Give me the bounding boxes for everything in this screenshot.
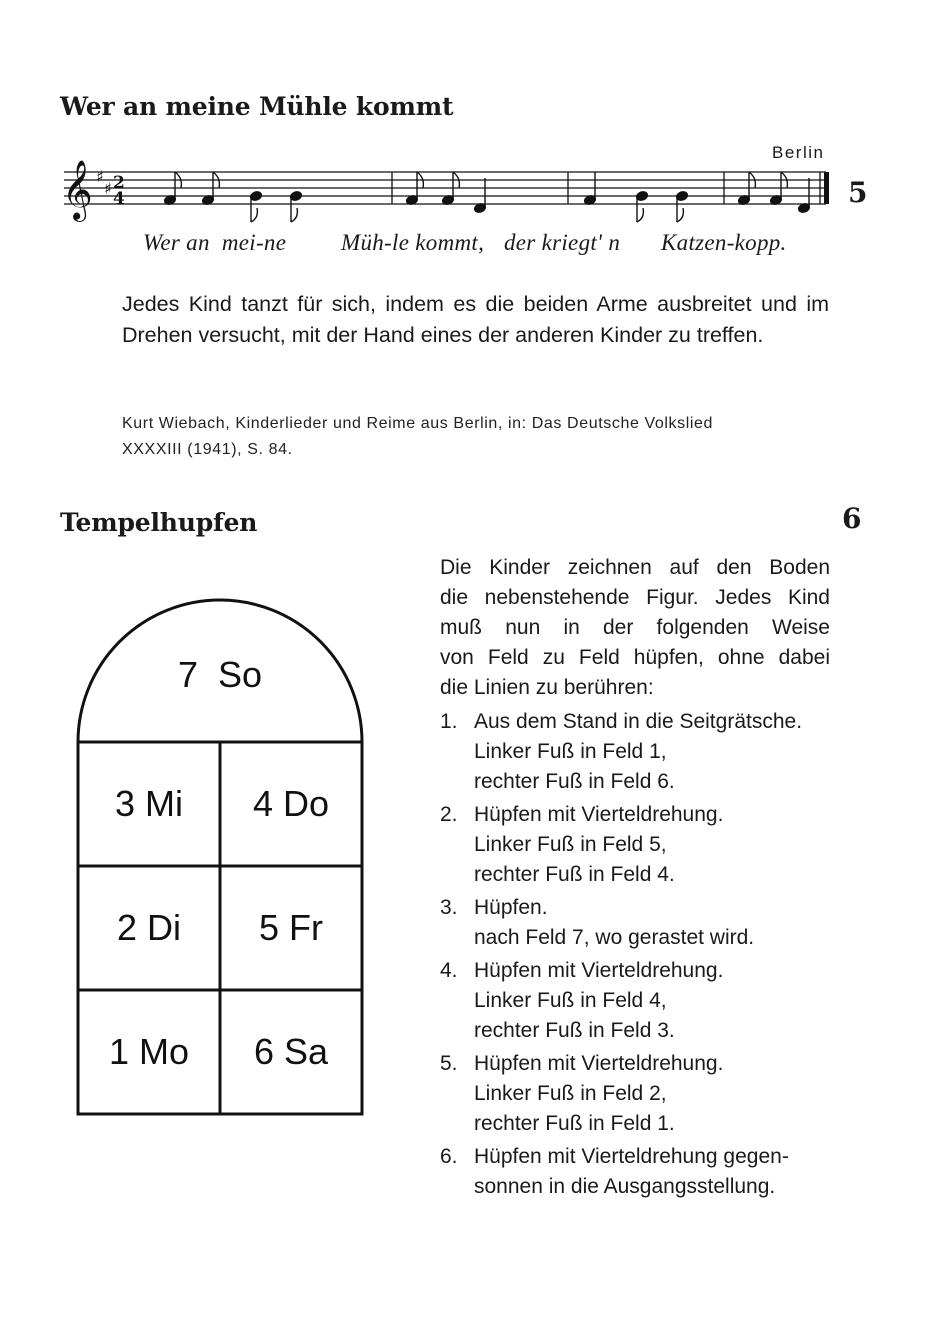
step-line: Linker Fuß in Feld 2, (474, 1082, 667, 1105)
final-barline (824, 172, 829, 204)
song-title: Wer an meine Mühle kommt (60, 92, 454, 121)
song-number: 5 (848, 176, 868, 209)
step-line: Hüpfen. (474, 896, 548, 919)
source-line-1: Kurt Wiebach, Kinderlieder und Reime aus Berlin, in: Das Deutsche Volkslied (122, 415, 714, 432)
step-number: 1. (440, 710, 458, 733)
lyric-2: Müh-le kommt, (341, 230, 485, 255)
step-line: rechter Fuß in Feld 6. (474, 770, 675, 793)
game-instructions (440, 553, 830, 1205)
music-staff (60, 160, 840, 230)
lyric-4: Katzen-kopp. (661, 230, 787, 255)
step-line: Hüpfen mit Vierteldrehung gegen- (474, 1145, 789, 1168)
time-signature-top: 2 (113, 173, 125, 193)
intro-line: Die Kinder zeichnen auf den Boden (440, 556, 830, 579)
step-line: rechter Fuß in Feld 1. (474, 1112, 675, 1135)
field-3: 3 Mi (114, 783, 183, 824)
step-item (440, 1049, 830, 1139)
step-line: rechter Fuß in Feld 4. (474, 863, 675, 886)
step-line: sonnen in die Ausgangsstellung. (474, 1175, 776, 1198)
step-item (440, 707, 830, 797)
step-item (440, 800, 830, 890)
step-item (440, 956, 830, 1046)
field-4: 4 Do (252, 783, 330, 824)
step-line: Linker Fuß in Feld 1, (474, 740, 667, 763)
steps-list (440, 707, 830, 1202)
step-line: Linker Fuß in Feld 5, (474, 833, 667, 856)
step-line: Linker Fuß in Feld 4, (474, 989, 667, 1012)
song-description: Jedes Kind tanzt für sich, indem es die beiden Arme ausbreitet und im Drehen versucht, mit der Hand eines der anderen Kinder zu treffen. (122, 292, 829, 347)
intro-line: muß nun in der folgenden Weise (440, 616, 830, 639)
field-6: 6 Sa (253, 1031, 329, 1072)
song-origin: Berlin (772, 143, 825, 162)
step-line: nach Feld 7, wo gerastet wird. (474, 926, 755, 949)
sharp-icon: ♯ (104, 179, 112, 198)
source-line-2: XXXXIII (1941), S. 84. (122, 441, 293, 458)
lyric-1: Wer an mei-ne (143, 230, 287, 255)
intro-line: von Feld zu Feld hüpfen, ohne dabei (440, 646, 830, 669)
field-7: 7 So (177, 654, 263, 695)
field-1: 1 Mo (108, 1031, 190, 1072)
step-item (440, 1142, 830, 1202)
treble-clef-icon: 𝄞 (62, 160, 93, 220)
lyric-3: der kriegt' n (504, 230, 621, 255)
step-number: 2. (440, 803, 458, 826)
time-signature-bottom: 4 (113, 189, 125, 209)
step-line: Aus dem Stand in die Seitgrätsche. (474, 710, 803, 733)
game-number: 6 (842, 502, 862, 535)
step-line: Hüpfen mit Vierteldrehung. (474, 803, 724, 826)
field-5: 5 Fr (258, 907, 323, 948)
step-number: 5. (440, 1052, 458, 1075)
step-number: 6. (440, 1145, 458, 1168)
intro-line: die Linien zu berühren: (440, 676, 654, 699)
game-title: Tempelhupfen (60, 508, 258, 537)
step-line: Hüpfen mit Vierteldrehung. (474, 1052, 724, 1075)
step-number: 4. (440, 959, 458, 982)
intro-line: die nebenstehende Figur. Jedes Kind (440, 586, 830, 609)
field-2: 2 Di (116, 907, 182, 948)
step-line: Hüpfen mit Vierteldrehung. (474, 959, 724, 982)
step-item (440, 893, 830, 953)
step-number: 3. (440, 896, 458, 919)
sharp-icon: ♯ (96, 167, 104, 186)
step-line: rechter Fuß in Feld 3. (474, 1019, 675, 1042)
song-source (122, 411, 832, 463)
